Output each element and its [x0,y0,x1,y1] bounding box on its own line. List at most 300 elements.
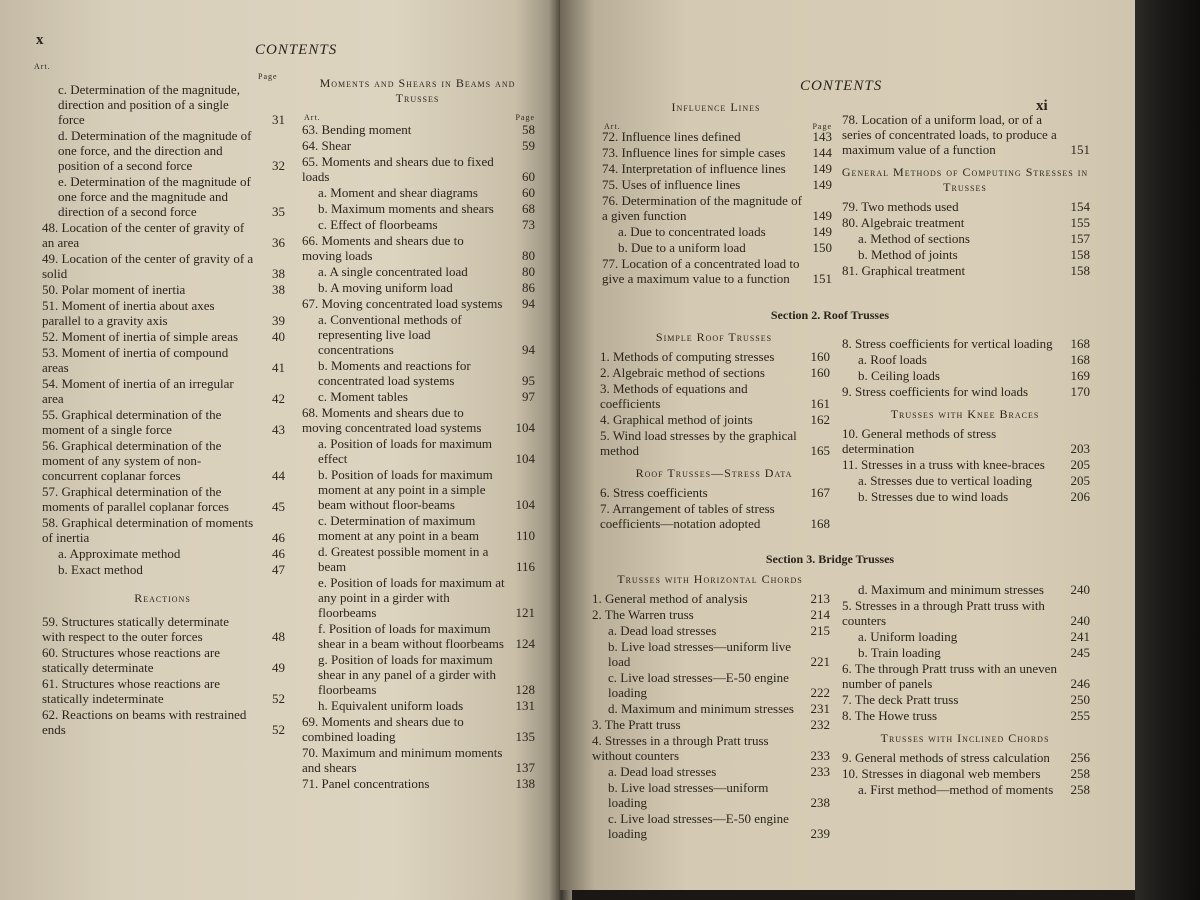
entry-list [840,582,1090,723]
toc-entry [840,457,1090,472]
entry-page-number: 128 [515,682,535,697]
entry-title: 73. Influence lines for simple cases [602,145,786,160]
toc-entry [40,220,285,250]
entry-page-number: 104 [515,420,535,435]
entry-page-number: 233 [810,748,830,763]
entry-title: 59. Structures statically determinate with respect to the outer forces [42,614,229,644]
entry-page-number: 144 [812,145,832,160]
toc-entry [598,501,830,531]
toc-column-right [840,336,1090,505]
page-label: Page [812,122,832,131]
toc-column-right [840,112,1090,279]
section-title: Section 2. Roof Trusses [770,308,890,322]
entry-page-number: 59 [522,138,535,153]
entry-page-number: 157 [1070,231,1090,246]
entry-page-number: 68 [522,201,535,216]
entry-title: 78. Location of a uniform load, or of a series of concentrated loads, to produce a maximum value of a function [842,112,1057,157]
toc-entry [300,698,535,713]
toc-entry [590,733,830,763]
entry-title: c. Live load stresses—E-50 engine loading [608,811,789,841]
toc-entry [590,701,830,716]
toc-entry [300,217,535,232]
entry-page-number: 222 [810,685,830,700]
toc-entry [600,224,832,239]
entry-page-number: 205 [1070,473,1090,488]
entry-title: 75. Uses of influence lines [602,177,741,192]
entry-page-number: 149 [812,208,832,223]
entry-title: 6. The through Pratt truss with an uneven number of panels [842,661,1057,691]
entry-title: a. Due to concentrated loads [618,224,766,239]
entry-title: 3. The Pratt truss [592,717,681,732]
section-heading: Simple Roof Trusses [655,330,773,344]
entry-title: 76. Determination of the magnitude of a given function [602,193,803,223]
entry-page-number: 131 [515,698,535,713]
toc-entry [40,282,285,297]
toc-entry [840,766,1090,781]
section-title: Section 3. Bridge Trusses [765,552,895,566]
toc-entry [300,233,535,263]
toc-entry [300,405,535,435]
toc-entry [590,670,830,700]
toc-entry [840,629,1090,644]
toc-entry [300,389,535,404]
entry-title: 2. The Warren truss [592,607,694,622]
entry-page-number: 203 [1070,441,1090,456]
toc-entry [840,199,1090,214]
entry-title: 50. Polar moment of inertia [42,282,186,297]
toc-entry [840,692,1090,707]
toc-entry [40,82,285,127]
entry-page-number: 258 [1070,766,1090,781]
entry-title: c. Live load stresses—E-50 engine loading [608,670,789,700]
entry-page-number: 206 [1070,489,1090,504]
entry-title: b. A moving uniform load [318,280,453,295]
entry-title: 11. Stresses in a truss with knee-braces [842,457,1045,472]
toc-entry [40,329,285,344]
entry-page-number: 151 [812,271,832,286]
entry-title: d. Determination of the magnitude of one force, and the direction and position of a second force [58,128,252,173]
entry-list [590,591,830,841]
entry-page-number: 40 [272,329,285,344]
entry-page-number: 104 [515,451,535,466]
entry-page-number: 149 [812,161,832,176]
entry-title: b. Live load stresses—uniform live load [608,639,792,669]
entry-page-number: 231 [810,701,830,716]
entry-page-number: 214 [810,607,830,622]
entry-page-number: 104 [515,497,535,512]
entry-page-number: 42 [272,391,285,406]
toc-column-left [598,330,830,532]
toc-entry [840,782,1090,797]
entry-page-number: 32 [272,158,285,173]
entry-page-number: 138 [515,776,535,791]
section-heading: Moments and Shears in Beams and Trusses [319,76,516,105]
entry-title: h. Equivalent uniform loads [318,698,464,713]
entry-title: b. Ceiling loads [858,368,940,383]
entry-page-number: 255 [1070,708,1090,723]
toc-column-left [590,572,830,842]
toc-entry [590,780,830,810]
toc-entry [840,473,1090,488]
entry-page-number: 160 [810,349,830,364]
entry-page-number: 38 [272,282,285,297]
toc-entry [598,381,830,411]
toc-entry [40,614,285,644]
entry-page-number: 135 [515,729,535,744]
toc-entry [40,298,285,328]
entry-title: b. Position of loads for maximum moment at any point in a simple beam without floor-beams [318,467,493,512]
entry-title: 69. Moments and shears due to combined loading [302,714,464,744]
entry-title: 6. Stress coefficients [600,485,708,500]
entry-page-number: 158 [1070,263,1090,278]
entry-page-number: 80 [522,248,535,263]
entry-title: a. Uniform loading [858,629,958,644]
toc-entry [40,515,285,545]
entry-title: 61. Structures whose reactions are statically indeterminate [42,676,220,706]
toc-entry [840,645,1090,660]
toc-entry [840,582,1090,597]
running-header: CONTENTS [255,42,338,58]
entry-page-number: 36 [272,235,285,250]
toc-entry [590,623,830,638]
entry-title: a. Stresses due to vertical loading [858,473,1033,488]
entry-title: b. Exact method [58,562,143,577]
entry-list [600,129,832,286]
toc-entry [840,426,1090,456]
entry-title: 2. Algebraic method of sections [600,365,765,380]
entry-title: b. Due to a uniform load [618,240,746,255]
entry-page-number: 241 [1070,629,1090,644]
entry-page-number: 60 [522,169,535,184]
toc-entry [590,607,830,622]
entry-page-number: 205 [1070,457,1090,472]
entry-title: 77. Location of a concentrated load to give a maximum value to a function [602,256,800,286]
toc-entry [598,428,830,458]
entry-title: 8. The Howe truss [842,708,938,723]
entry-page-number: 168 [1070,352,1090,367]
section-heading: Trusses with Inclined Chords [880,731,1050,745]
toc-entry [590,639,830,669]
toc-entry [840,489,1090,504]
toc-entry [40,128,285,173]
toc-entry [590,591,830,606]
entry-title: 63. Bending moment [302,122,412,137]
entry-page-number: 258 [1070,782,1090,797]
art-label: Art. [34,62,51,71]
entry-page-number: 35 [272,204,285,219]
entry-title: 8. Stress coefficients for vertical loading [842,336,1053,351]
entry-title: 55. Graphical determination of the moment of a single force [42,407,222,437]
running-header: CONTENTS [800,78,883,94]
art-label: Art. [604,122,621,131]
toc-entry [300,358,535,388]
entry-page-number: 170 [1070,384,1090,399]
entry-title: 5. Stresses in a through Pratt truss with counters [842,598,1045,628]
entry-title: 9. Stress coefficients for wind loads [842,384,1029,399]
entry-list [598,485,830,531]
entry-title: b. Moments and reactions for concentrated load systems [318,358,471,388]
toc-entry [840,750,1090,765]
entry-page-number: 158 [1070,247,1090,262]
toc-entry [300,544,535,574]
toc-entry [590,764,830,779]
entry-title: 4. Graphical method of joints [600,412,753,427]
entry-page-number: 160 [810,365,830,380]
entry-list [40,614,285,737]
toc-entry [40,345,285,375]
entry-title: d. Greatest possible moment in a beam [318,544,489,574]
toc-entry [40,546,285,561]
entry-page-number: 167 [810,485,830,500]
entry-page-number: 58 [522,122,535,137]
entry-title: b. Method of joints [858,247,958,262]
section-heading: Influence Lines [671,100,761,114]
entry-page-number: 250 [1070,692,1090,707]
column-labels [600,119,832,129]
toc-entry [840,598,1090,628]
entry-title: 52. Moment of inertia of simple areas [42,329,239,344]
entry-title: a. Approximate method [58,546,181,561]
toc-entry [300,776,535,791]
toc-entry [300,296,535,311]
entry-title: 4. Stresses in a through Pratt truss without counters [592,733,769,763]
entry-list [840,426,1090,504]
entry-title: 80. Algebraic treatment [842,215,965,230]
toc-entry [40,174,285,219]
toc-entry [300,575,535,620]
toc-entry [300,185,535,200]
page-number: xi [1036,98,1048,114]
entry-page-number: 168 [810,516,830,531]
toc-entry [600,129,832,144]
toc-entry [840,247,1090,262]
entry-page-number: 169 [1070,368,1090,383]
entry-page-number: 49 [272,660,285,675]
entry-list [40,82,285,577]
entry-list [840,750,1090,797]
entry-page-number: 47 [272,562,285,577]
entry-title: 51. Moment of inertia about axes parallel to a gravity axis [42,298,215,328]
toc-entry [300,264,535,279]
entry-page-number: 161 [810,396,830,411]
section-heading: Roof Trusses—Stress Data [635,466,793,480]
entry-title: e. Position of loads for maximum at any point in a girder with floorbeams [318,575,505,620]
entry-title: 1. General method of analysis [592,591,748,606]
entry-title: a. Dead load stresses [608,623,717,638]
toc-entry [300,714,535,744]
entry-page-number: 137 [515,760,535,775]
entry-list [300,122,535,791]
entry-title: 7. Arrangement of tables of stress coefficients—notation adopted [600,501,775,531]
toc-entry [600,193,832,223]
entry-page-number: 233 [810,764,830,779]
entry-title: 72. Influence lines defined [602,129,741,144]
entry-page-number: 162 [810,412,830,427]
entry-page-number: 95 [522,373,535,388]
entry-title: a. A single concentrated load [318,264,468,279]
entry-page-number: 213 [810,591,830,606]
entry-title: 65. Moments and shears due to fixed loads [302,154,494,184]
entry-title: b. Train loading [858,645,941,660]
toc-column-left [600,100,832,287]
toc-entry [300,652,535,697]
toc-entry [840,661,1090,691]
toc-column-left [40,82,285,738]
page-label: Page [515,113,535,122]
entry-title: 68. Moments and shears due to moving concentrated load systems [302,405,482,435]
toc-entry [40,562,285,577]
entry-list [598,349,830,458]
entry-page-number: 240 [1070,613,1090,628]
entry-page-number: 232 [810,717,830,732]
entry-list [840,336,1090,399]
entry-title: a. Moment and shear diagrams [318,185,478,200]
entry-page-number: 240 [1070,582,1090,597]
toc-entry [300,436,535,466]
toc-entry [300,621,535,651]
entry-title: 54. Moment of inertia of an irregular area [42,376,234,406]
toc-entry [590,717,830,732]
toc-entry [40,376,285,406]
entry-page-number: 124 [515,636,535,651]
toc-entry [598,412,830,427]
entry-page-number: 94 [522,342,535,357]
entry-title: e. Determination of the magnitude of one force and the magnitude and direction of a second force [58,174,251,219]
toc-entry [300,467,535,512]
entry-title: 62. Reactions on beams with restrained ends [42,707,247,737]
entry-page-number: 215 [810,623,830,638]
entry-title: 10. Stresses in diagonal web members [842,766,1041,781]
entry-title: 60. Structures whose reactions are statically determinate [42,645,220,675]
entry-page-number: 151 [1070,142,1090,157]
entry-title: 67. Moving concentrated load systems [302,296,503,311]
entry-page-number: 121 [515,605,535,620]
toc-entry [40,407,285,437]
toc-entry [40,645,285,675]
entry-page-number: 94 [522,296,535,311]
page-label: Page [258,72,278,81]
entry-title: a. Method of sections [858,231,970,246]
entry-page-number: 149 [812,224,832,239]
toc-entry [40,438,285,483]
entry-page-number: 116 [515,559,535,574]
entry-page-number: 73 [522,217,535,232]
toc-entry [840,336,1090,351]
entry-page-number: 239 [810,826,830,841]
entry-title: a. First method—method of moments [858,782,1054,797]
entry-page-number: 221 [810,654,830,669]
toc-entry [300,513,535,543]
entry-title: 3. Methods of equations and coefficients [600,381,748,411]
entry-title: 70. Maximum and minimum moments and shears [302,745,503,775]
section-heading: Reactions [134,591,191,605]
entry-title: 56. Graphical determination of the moment of any system of non-concurrent coplanar forces [42,438,222,483]
entry-title: 9. General methods of stress calculation [842,750,1050,765]
toc-entry [840,368,1090,383]
entry-page-number: 31 [272,112,285,127]
toc-column-right [300,76,535,792]
entry-title: 79. Two methods used [842,199,959,214]
entry-title: b. Stresses due to wind loads [858,489,1009,504]
toc-entry [300,138,535,153]
entry-page-number: 44 [272,468,285,483]
entry-page-number: 165 [810,443,830,458]
entry-title: 74. Interpretation of influence lines [602,161,786,176]
entry-page-number: 48 [272,629,285,644]
entry-page-number: 52 [272,691,285,706]
entry-page-number: 45 [272,499,285,514]
toc-entry [598,349,830,364]
entry-page-number: 246 [1070,676,1090,691]
toc-entry [840,708,1090,723]
entry-title: g. Position of loads for maximum shear in any panel of a girder with floorbeams [318,652,496,697]
column-labels [300,110,535,122]
toc-entry [840,352,1090,367]
toc-entry [600,145,832,160]
art-label: Art. [304,113,321,122]
left-page [0,0,560,900]
entry-page-number: 168 [1070,336,1090,351]
entry-title: c. Effect of floorbeams [318,217,438,232]
entry-list [840,112,1090,157]
entry-page-number: 110 [515,528,535,543]
entry-page-number: 46 [272,546,285,561]
entry-page-number: 149 [812,177,832,192]
entry-title: d. Maximum and minimum stresses [858,582,1044,597]
entry-title: a. Roof loads [858,352,927,367]
entry-page-number: 46 [272,530,285,545]
section-heading: General Methods of Computing Stresses in Trusses [841,165,1089,194]
entry-title: 48. Location of the center of gravity of an area [42,220,245,250]
entry-page-number: 52 [272,722,285,737]
toc-entry [300,280,535,295]
entry-page-number: 238 [810,795,830,810]
entry-page-number: 43 [272,422,285,437]
entry-page-number: 155 [1070,215,1090,230]
toc-entry [300,122,535,137]
toc-entry [300,745,535,775]
entry-title: c. Determination of the magnitude, direction and position of a single force [58,82,240,127]
entry-page-number: 97 [522,389,535,404]
entry-title: a. Dead load stresses [608,764,717,779]
book-cover-edge [1135,0,1200,900]
toc-entry [598,365,830,380]
toc-entry [40,484,285,514]
entry-title: c. Determination of maximum moment at any point in a beam [318,513,480,543]
entry-title: 57. Graphical determination of the moments of parallel coplanar forces [42,484,229,514]
entry-title: c. Moment tables [318,389,408,404]
entry-page-number: 143 [812,129,832,144]
entry-title: 64. Shear [302,138,352,153]
entry-title: b. Maximum moments and shears [318,201,494,216]
entry-title: 5. Wind load stresses by the graphical method [600,428,797,458]
entry-title: 49. Location of the center of gravity of a solid [42,251,254,281]
entry-page-number: 245 [1070,645,1090,660]
entry-page-number: 60 [522,185,535,200]
toc-entry [600,161,832,176]
entry-page-number: 41 [272,360,285,375]
right-page [560,0,1135,890]
toc-entry [600,240,832,255]
toc-column-right [840,582,1090,798]
entry-title: 7. The deck Pratt truss [842,692,959,707]
entry-title: a. Conventional methods of representing live load concentrations [318,312,462,357]
entry-page-number: 38 [272,266,285,281]
entry-page-number: 150 [812,240,832,255]
toc-entry [300,201,535,216]
entry-title: f. Position of loads for maximum shear in a beam without floorbeams [318,621,504,651]
entry-page-number: 80 [522,264,535,279]
